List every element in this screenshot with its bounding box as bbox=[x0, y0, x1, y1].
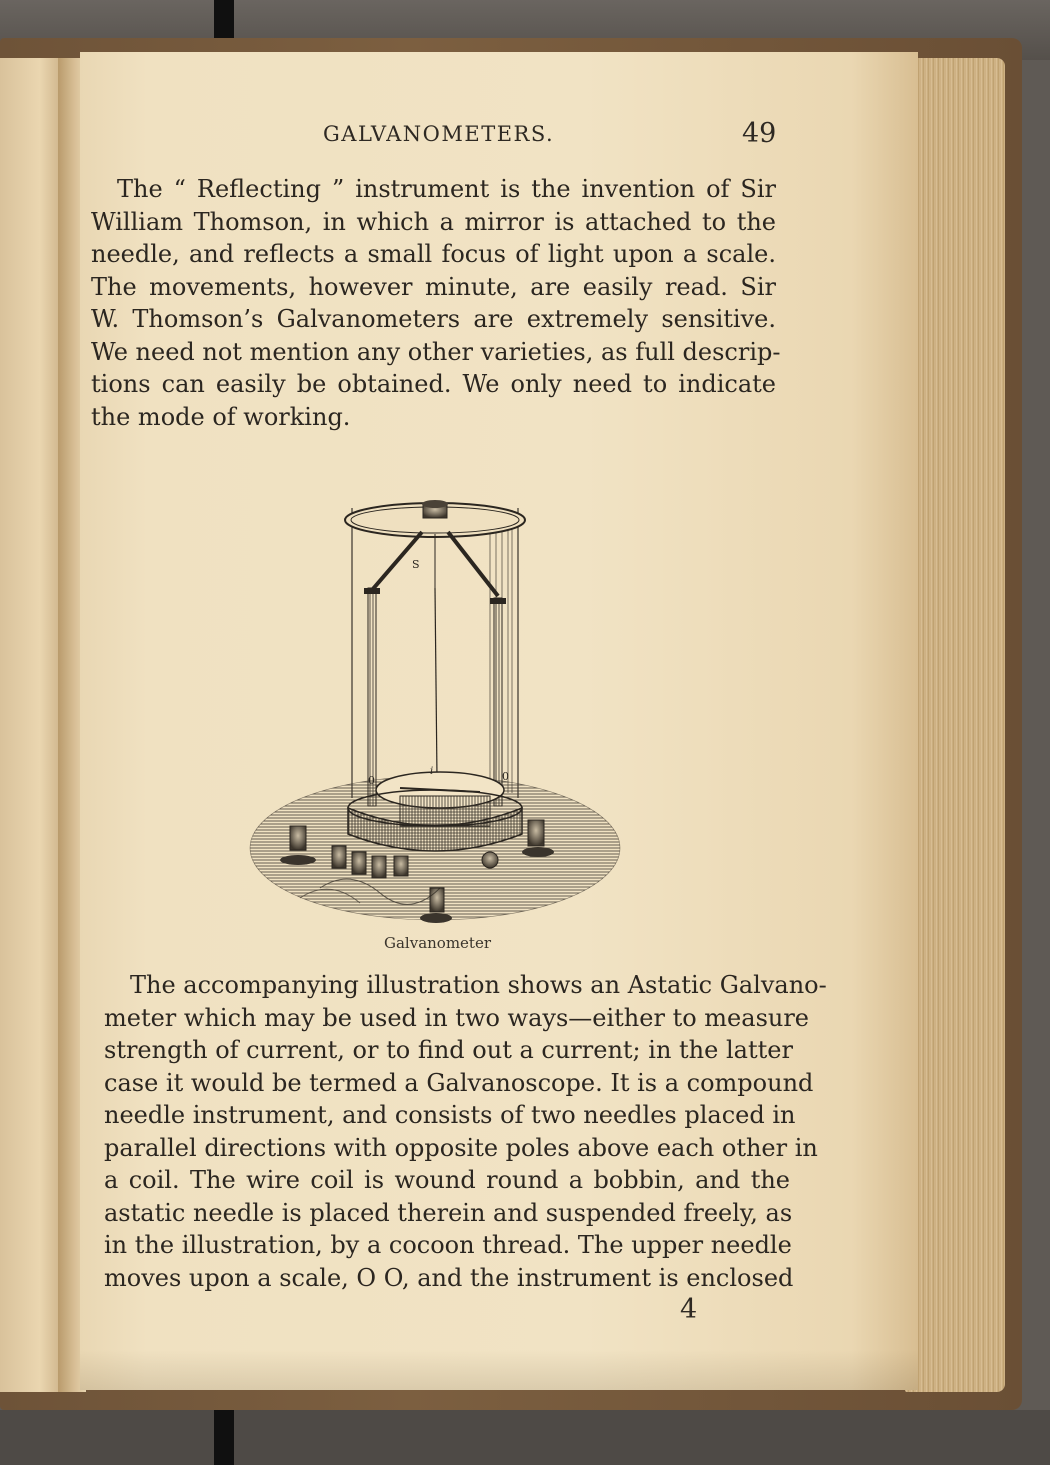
text-line: William Thomson, in which a mirror is attached to the bbox=[91, 207, 776, 236]
text-line: parallel directions with opposite poles above each other in bbox=[104, 1133, 818, 1162]
text-line: a coil. The wire coil is wound round a bobbin, and the bbox=[104, 1166, 790, 1194]
text-line: astatic needle is placed therein and suspended freely, as bbox=[104, 1198, 793, 1227]
book-page bbox=[80, 52, 918, 1390]
text-line: W. Thomson’s Galvanometers are extremely sensitive. bbox=[91, 305, 776, 333]
text-line: tions can easily be obtained. We only need to indicate bbox=[91, 370, 776, 398]
signature-mark: 4 bbox=[680, 1294, 698, 1325]
paragraph-astatic bbox=[104, 969, 827, 1294]
text-line: The accompanying illustration shows an Astatic Galvano- bbox=[130, 971, 827, 999]
text-line: the mode of working. bbox=[91, 402, 351, 431]
text-line: in the illustration, by a cocoon thread. The upper needle bbox=[104, 1231, 792, 1259]
text-line: meter which may be used in two ways—either to measure bbox=[104, 1003, 810, 1032]
left-page bbox=[0, 58, 66, 1392]
text-line: needle, and reflects a small focus of light upon a scale. bbox=[91, 240, 776, 268]
text-line: The “ Reflecting ” instrument is the invention of Sir bbox=[117, 175, 776, 203]
page-shade bbox=[80, 1350, 918, 1390]
figure-label-o-left: 0 bbox=[368, 774, 375, 787]
figure-label-s: S bbox=[412, 558, 420, 571]
figure-label-i: i bbox=[430, 766, 434, 777]
galvanometer-illustration bbox=[240, 448, 630, 928]
text-line: case it would be termed a Galvanoscope. It is a compound bbox=[104, 1068, 814, 1097]
text-line: We need not mention any other varieties, as full descrip- bbox=[91, 337, 781, 366]
running-head: GALVANOMETERS. bbox=[323, 122, 555, 146]
figure-label-o-right: 0 bbox=[502, 770, 509, 783]
page-edges bbox=[905, 58, 1005, 1392]
text-line: The movements, however minute, are easily read. Sir bbox=[91, 272, 776, 301]
black-bar-bottom bbox=[214, 1410, 234, 1465]
page-number: 49 bbox=[742, 118, 777, 149]
paragraph-reflecting bbox=[91, 173, 781, 433]
text-line: moves upon a scale, O O, and the instrument is enclosed bbox=[104, 1263, 794, 1292]
backdrop-bottom bbox=[0, 1410, 1050, 1465]
text-line: needle instrument, and consists of two needles placed in bbox=[104, 1101, 796, 1129]
figure-caption: Galvanometer bbox=[384, 934, 492, 952]
text-line: strength of current, or to find out a current; in the latter bbox=[104, 1036, 793, 1064]
